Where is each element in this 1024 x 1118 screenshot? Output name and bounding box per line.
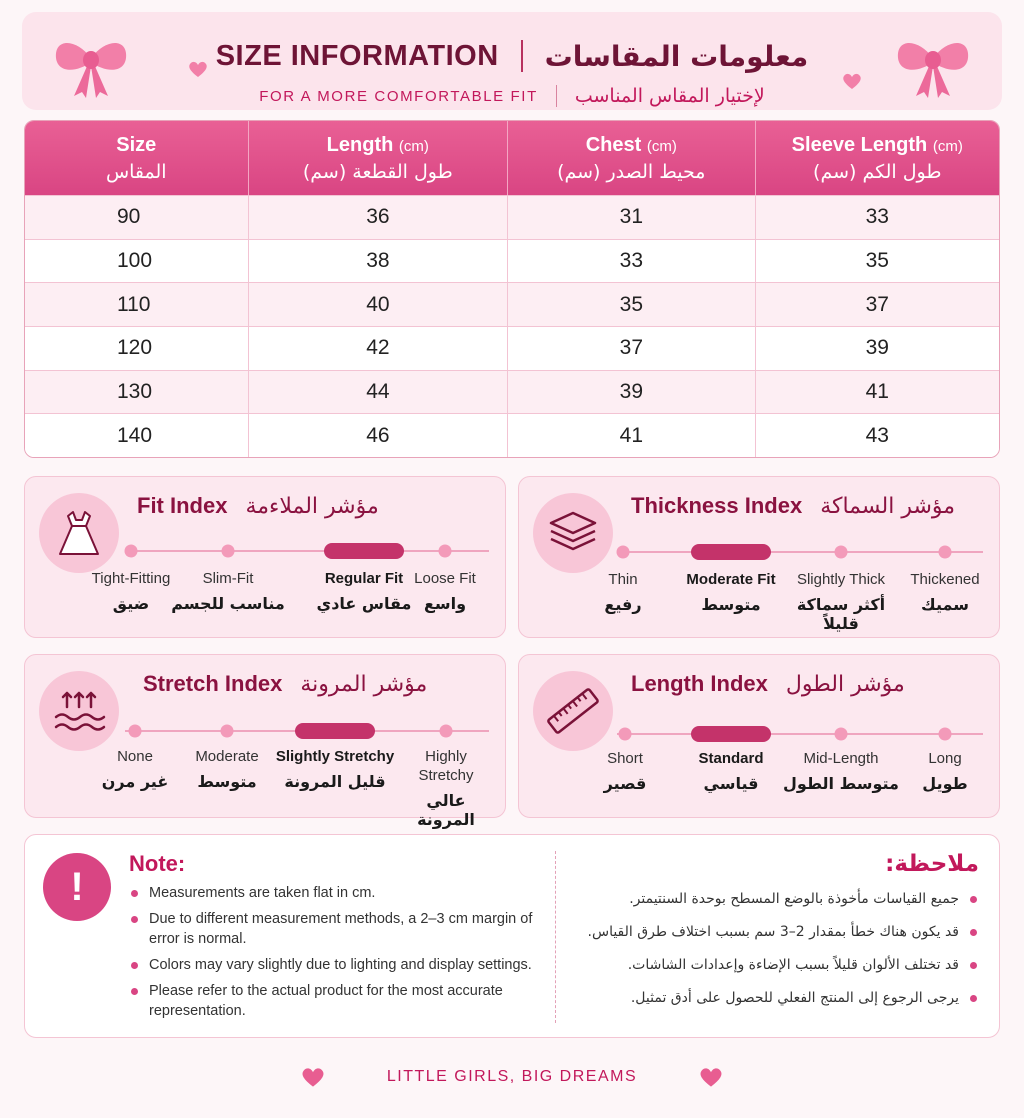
scale-dot (619, 728, 632, 741)
scale-dot (440, 725, 453, 738)
size-cell: 110 (25, 283, 249, 326)
footer-tagline: LITTLE GIRLS, BIG DREAMS (386, 1068, 638, 1085)
sleeve-cell: 43 (865, 423, 889, 447)
scale-dot (222, 545, 235, 558)
scale-selected-marker (295, 723, 375, 739)
size-cell: 90 (25, 196, 249, 239)
size-table (24, 120, 1000, 458)
column-header-sleeve-length: Sleeve Length (cm) طول الكم (سم) (791, 133, 963, 183)
length-cell: 42 (249, 327, 508, 370)
note-item: Measurements are taken flat in cm. (129, 883, 549, 903)
stretch-index-title: Stretch Index (143, 671, 283, 696)
table-row (25, 413, 999, 457)
scale-dot (439, 545, 452, 558)
note-item-ar: قد يكون هناك خطأ بمقدار 2–3 سم بسبب اختلاف طرق القياس. (559, 922, 979, 942)
chest-cell: 41 (508, 414, 755, 457)
fit-index-title-ar: مؤشر الملاءمة (245, 493, 379, 519)
page-title-ar: معلومات المقاسات (544, 39, 809, 73)
length-option: Long طويل (922, 750, 968, 793)
fit-option: Regular Fit مقاس عادي (316, 570, 412, 613)
length-index-scale (617, 733, 983, 735)
length-cell: 40 (249, 283, 508, 326)
fit-option: Tight-Fitting ضيق (91, 570, 171, 613)
thickness-index-title: Thickness Index (631, 493, 803, 518)
table-row (25, 326, 999, 370)
size-cell: 140 (25, 414, 249, 457)
table-header (25, 121, 999, 195)
scale-dot (125, 545, 138, 558)
fit-index-card (24, 476, 506, 638)
page-title: SIZE INFORMATION (215, 39, 499, 72)
stretch-option: None غير مرن (101, 748, 169, 791)
length-cell: 36 (249, 196, 508, 239)
scale-dot (129, 725, 142, 738)
column-header-chest: Chest (cm) محيط الصدر (سم) (508, 121, 756, 195)
subtitle-divider (556, 85, 557, 107)
table-row (25, 370, 999, 414)
size-cell: 100 (25, 240, 249, 283)
scale-dot (617, 546, 630, 559)
length-option: Standard قياسي (698, 750, 764, 793)
thickness-index-scale (617, 551, 983, 553)
fit-option: Loose Fit واسع (414, 570, 476, 613)
length-cell: 44 (249, 371, 508, 414)
sleeve-cell: 33 (865, 205, 889, 229)
table-row (25, 239, 999, 283)
thickness-option: Thin رفيع (604, 571, 642, 614)
note-list-ar (559, 889, 979, 1021)
scale-dot (835, 546, 848, 559)
sleeve-cell: 41 (865, 380, 889, 404)
thickness-index-title-ar: مؤشر السماكة (820, 493, 956, 519)
subtitle-ar: لإختيار المقاس المناسب (574, 85, 765, 107)
thickness-option: Thickened سميك (910, 571, 980, 614)
fit-option: Slim-Fit مناسب للجسم (171, 570, 285, 613)
footer (0, 1062, 1024, 1092)
stretch-icon (39, 671, 119, 751)
note-item-ar: يرجى الرجوع إلى المنتج الفعلي للحصول على أدق تمثيل. (559, 988, 979, 1008)
column-header-size: Size المقاس (25, 121, 249, 195)
header-banner (22, 12, 1002, 110)
thickness-option: Moderate Fit متوسط (686, 571, 776, 614)
subtitle: FOR A MORE COMFORTABLE FIT (259, 87, 538, 105)
scale-selected-marker (324, 543, 404, 559)
note-title-ar: ملاحظة: (885, 851, 979, 877)
fit-index-title: Fit Index (137, 493, 228, 518)
thickness-option: Slightly Thick أكثر سماكة قليلاً (796, 571, 886, 633)
stretch-index-title-ar: مؤشر المرونة (300, 671, 428, 697)
heart-icon (301, 1066, 325, 1088)
alert-icon: ! (43, 853, 111, 921)
scale-selected-marker (691, 726, 771, 742)
length-option: Mid-Length متوسط الطول (783, 750, 899, 793)
length-cell: 38 (249, 240, 508, 283)
note-item: Due to different measurement methods, a 2–3 cm margin of error is normal. (129, 909, 549, 949)
scale-dot (221, 725, 234, 738)
scale-dot (939, 546, 952, 559)
stretch-option: Slightly Stretchy قليل المرونة (275, 748, 395, 791)
ruler-icon (533, 671, 613, 751)
column-header-length: Length (cm) طول القطعة (سم) (249, 121, 508, 195)
stretch-option: Moderate متوسط (195, 748, 259, 791)
length-option: Short قصير (603, 750, 647, 793)
note-title: Note: (129, 851, 186, 876)
fit-index-scale (125, 550, 489, 552)
chest-cell: 33 (508, 240, 755, 283)
sleeve-cell: 35 (865, 249, 889, 273)
stretch-option: Highly Stretchy عالي المرونة (417, 748, 475, 829)
scale-dot (939, 728, 952, 741)
sleeve-cell: 39 (865, 336, 889, 360)
size-cell: 120 (25, 327, 249, 370)
length-index-card (518, 654, 1000, 818)
table-row (25, 195, 999, 239)
length-index-title: Length Index (631, 671, 768, 696)
chest-cell: 39 (508, 371, 755, 414)
scale-dot (835, 728, 848, 741)
table-body (25, 195, 999, 457)
length-index-title-ar: مؤشر الطول (785, 671, 905, 697)
sleeve-cell: 37 (865, 292, 889, 316)
thickness-index-card (518, 476, 1000, 638)
note-item: Please refer to the actual product for the most accurate representation. (129, 981, 549, 1021)
note-item-ar: جميع القياسات مأخوذة بالوضع المسطح بوحدة السنتيمتر. (559, 889, 979, 909)
note-item-ar: قد تختلف الألوان قليلاً بسبب الإضاءة وإعدادات الشاشات. (559, 955, 979, 975)
scale-selected-marker (691, 544, 771, 560)
note-panel (24, 834, 1000, 1038)
chest-cell: 37 (508, 327, 755, 370)
chest-cell: 35 (508, 283, 755, 326)
length-cell: 46 (249, 414, 508, 457)
stretch-index-card (24, 654, 506, 829)
chest-cell: 31 (508, 196, 755, 239)
dress-icon (39, 493, 119, 573)
layers-icon (533, 493, 613, 573)
table-row (25, 282, 999, 326)
title-divider (521, 40, 523, 72)
note-divider (555, 851, 556, 1023)
note-list (129, 883, 549, 1027)
heart-icon (699, 1066, 723, 1088)
size-cell: 130 (25, 371, 249, 414)
note-item: Colors may vary slightly due to lighting and display settings. (129, 955, 549, 975)
